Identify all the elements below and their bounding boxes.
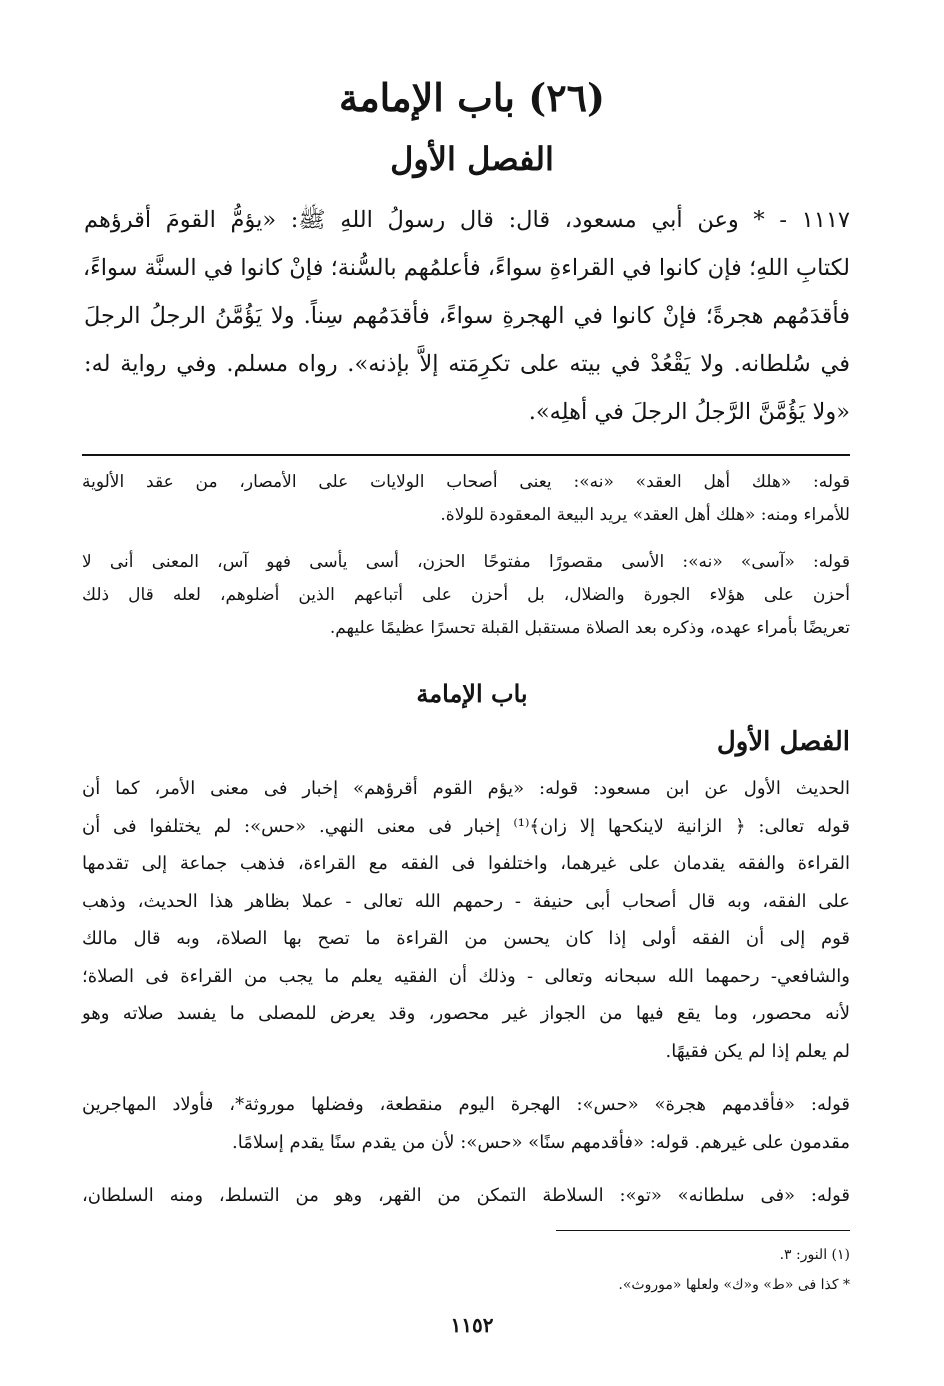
sub-section-title: الفصل الأول [716,727,850,757]
page-number: ١١٥٢ [450,1313,494,1337]
commentary-paragraph [82,1086,850,1161]
commentary-line: الحديث الأول عن ابن مسعود: قوله: «يؤم القوم أقرؤهم» إخبار فى معنى الأمر، كما أن [82,778,850,799]
hadith-text [84,196,850,436]
section-title: الفصل الأول [390,140,554,178]
commentary-line: قوله: «فأقدمهم هجرة» «حس»: الهجرة اليوم منقطعة، وفضلها موروثة*، فأولاد المهاجرين [82,1094,850,1115]
footnote: (١) النور: ٣. [779,1247,850,1263]
commentary-line: لم يعلم إذا لم يكن فقيهًا. [665,1040,850,1062]
separator-rule [82,454,850,456]
commentary-paragraph [82,770,850,1070]
commentary-paragraph [82,466,850,532]
commentary-line: قوله: «هلك أهل العقد» «نه»: يعنى أصحاب الولايات على الأمصار، من عقد الألوية [82,472,850,492]
commentary-line: مقدمون على غيرهم. قوله: «فأقدمهم سنًا» «حس»: لأن من يقدم سنًا يقدم إسلامًا. [232,1131,850,1153]
commentary-line: قوم إلى أن الفقه أولى إذا كان يحسن من القراءة ما تصح بها الصلاة، وبه قال مالك [82,928,850,949]
commentary-paragraph [82,546,850,645]
commentary-line: قوله: «فى سلطانه» «تو»: السلاطة التمكن من القهر، وهو من التسلط، ومنه السلطان، [82,1185,850,1206]
hadith-line: في سُلطانه. ولا يَقْعُدْ في بيته على تكرِمَته إلاَّ بإذنه». رواه مسلم. وفي رواية له: [84,351,850,377]
hadith-line: «ولا يَؤُمَّنَّ الرَّجلُ الرجلَ في أهلِه». [528,399,850,425]
footnote-separator [556,1230,850,1231]
commentary-upper [82,466,850,659]
commentary-line: لأنه محصور، وما يقع فيها من الجواز غير محصور، وقد يعرض للمصلى ما يفسد صلاته وهو [82,1003,850,1024]
chapter-title: (٢٦) باب الإمامة [338,75,606,120]
footnote: * كذا فى «ط» و«ك» ولعلها «موروث». [618,1277,850,1293]
footnotes [350,1240,850,1300]
commentary-line: قوله تعالى: ﴿ الزانية لاينكحها إلا زان﴾⁽¹⁾ إخبار فى معنى النهي. «حس»: لم يختلفوا فى أن [82,815,850,837]
commentary-paragraph [82,1177,850,1215]
commentary-lower [82,770,850,1231]
sub-heading: باب الإمامة [416,679,528,708]
commentary-line: للأمراء ومنه: «هلك أهل العقد» يريد البيعة المعقودة للولاة. [440,505,850,525]
commentary-line: القراءة والفقه يقدمان على غيرهما، واختلفوا فى الفقه مع القراءة، فذهب جماعة إلى تقدمها [82,853,850,874]
hadith-line: لكتابِ اللهِ؛ فإن كانوا في القراءةِ سواءً، فأعلمُهم بالسُّنة؛ فإنْ كانوا في السنَّة سواءً، [82,255,850,281]
commentary-line: أحزن على هؤلاء الجورة والضلال، بل أحزن على أتباعهم الذين أضلوهم، لعله قال ذلك [82,585,850,605]
commentary-line: تعريضًا بأمراء عهده، وذكره بعد الصلاة مستقبل القبلة تحسرًا عظيمًا عليهم. [329,618,850,638]
hadith-line: فأقدَمُهم هجرةً؛ فإنْ كانوا في الهجرةِ سواءً، فأقدَمُهم سِناً. ولا يَؤُمَّنُ الرجلُ الرجلَ [84,303,850,329]
commentary-line: والشافعي- رحمهما الله سبحانه وتعالى - وذلك أن الفقيه يعلم ما يجب من القراءة فى الصلاة؛ [82,965,850,987]
commentary-line: قوله: «آسى» «نه»: الأسى مقصورًا مفتوحًا الحزن، أسى يأسى فهو آس، المعنى أنى لا [82,552,850,572]
hadith-line: ١١١٧ - * وعن أبي مسعود، قال: قال رسولُ اللهِ ﷺ: «يؤمُّ القومَ أقرؤهم [84,207,850,233]
commentary-line: على الفقه، وبه قال أصحاب أبى حنيفة - رحمهم الله تعالى - عملا بظاهر هذا الحديث، وذهب [82,890,850,912]
